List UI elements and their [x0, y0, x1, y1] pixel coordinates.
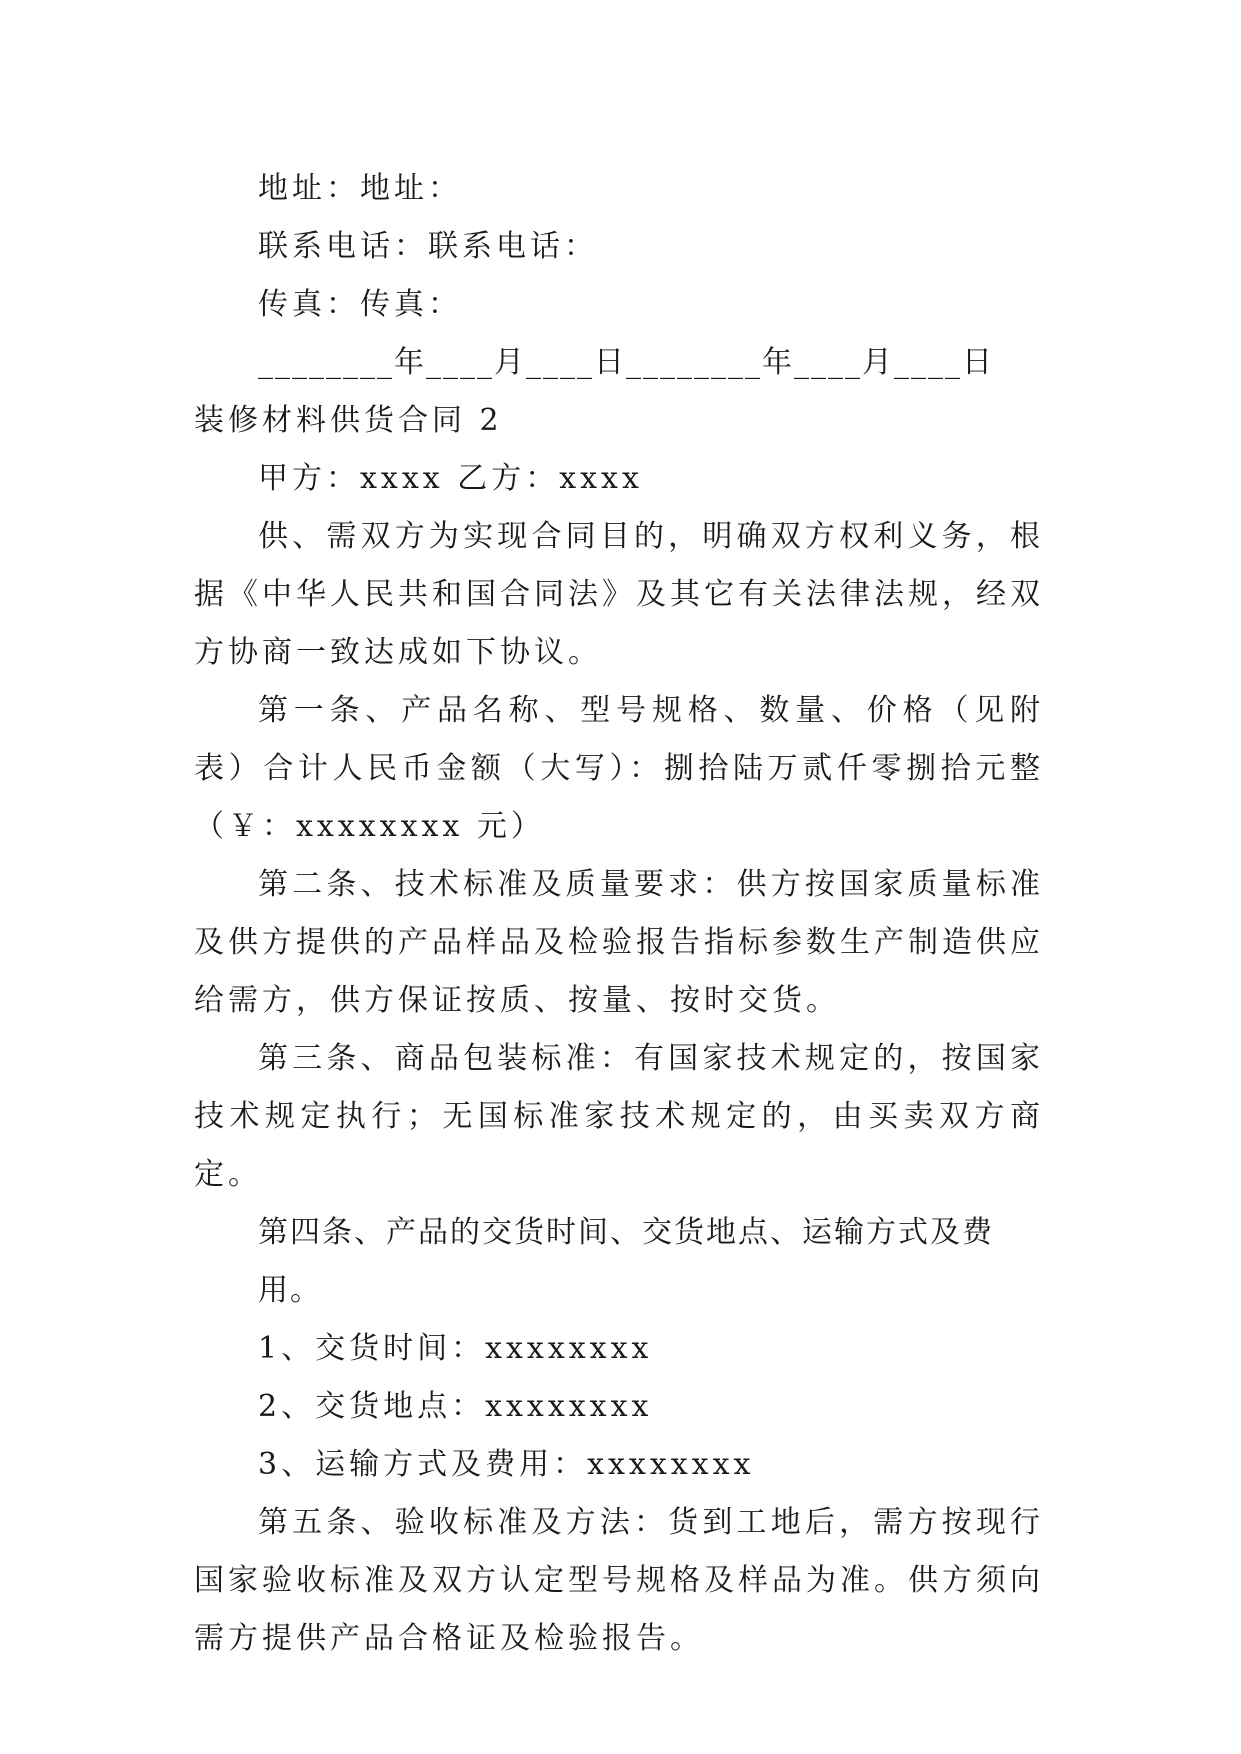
address-line: 地址：地址： [258, 171, 462, 206]
preamble-paragraph: 供、需双方为实现合同目的，明确双方权利义务，根据《中华人民共和国合同法》及其它有关法律法规，经双方协商一致达成如下协议。 [194, 519, 1044, 670]
article-4: 第四条、产品的交货时间、交货地点、运输方式及费用。 [258, 1215, 994, 1308]
document-body [194, 160, 1044, 1668]
date-line: ________年____月____日________年____月____日 [258, 345, 994, 380]
fax-line: 传真：传真： [258, 287, 462, 322]
article-1: 第一条、产品名称、型号规格、数量、价格（见附表）合计人民币金额（大写）：捌拾陆万贰仟零捌拾元整（￥：xxxxxxxx 元） [194, 693, 1044, 844]
parties-line: 甲方：xxxx 乙方：xxxx [258, 461, 643, 496]
phone-line: 联系电话：联系电话： [258, 229, 598, 264]
contract-title: 装修材料供货合同 2 [194, 403, 503, 438]
article-4-item-1: 1、交货时间：xxxxxxxx [258, 1331, 653, 1366]
article-3: 第三条、商品包装标准：有国家技术规定的，按国家技术规定执行；无国标准家技术规定的，由买卖双方商定。 [194, 1041, 1044, 1192]
article-4-item-2: 2、交货地点：xxxxxxxx [258, 1389, 653, 1424]
article-2: 第二条、技术标准及质量要求：供方按国家质量标准及供方提供的产品样品及检验报告指标参数生产制造供应给需方，供方保证按质、按量、按时交货。 [194, 867, 1044, 1018]
article-5: 第五条、验收标准及方法：货到工地后，需方按现行国家验收标准及双方认定型号规格及样品为准。供方须向需方提供产品合格证及检验报告。 [194, 1505, 1044, 1656]
article-4-item-3: 3、运输方式及费用：xxxxxxxx [258, 1447, 755, 1482]
